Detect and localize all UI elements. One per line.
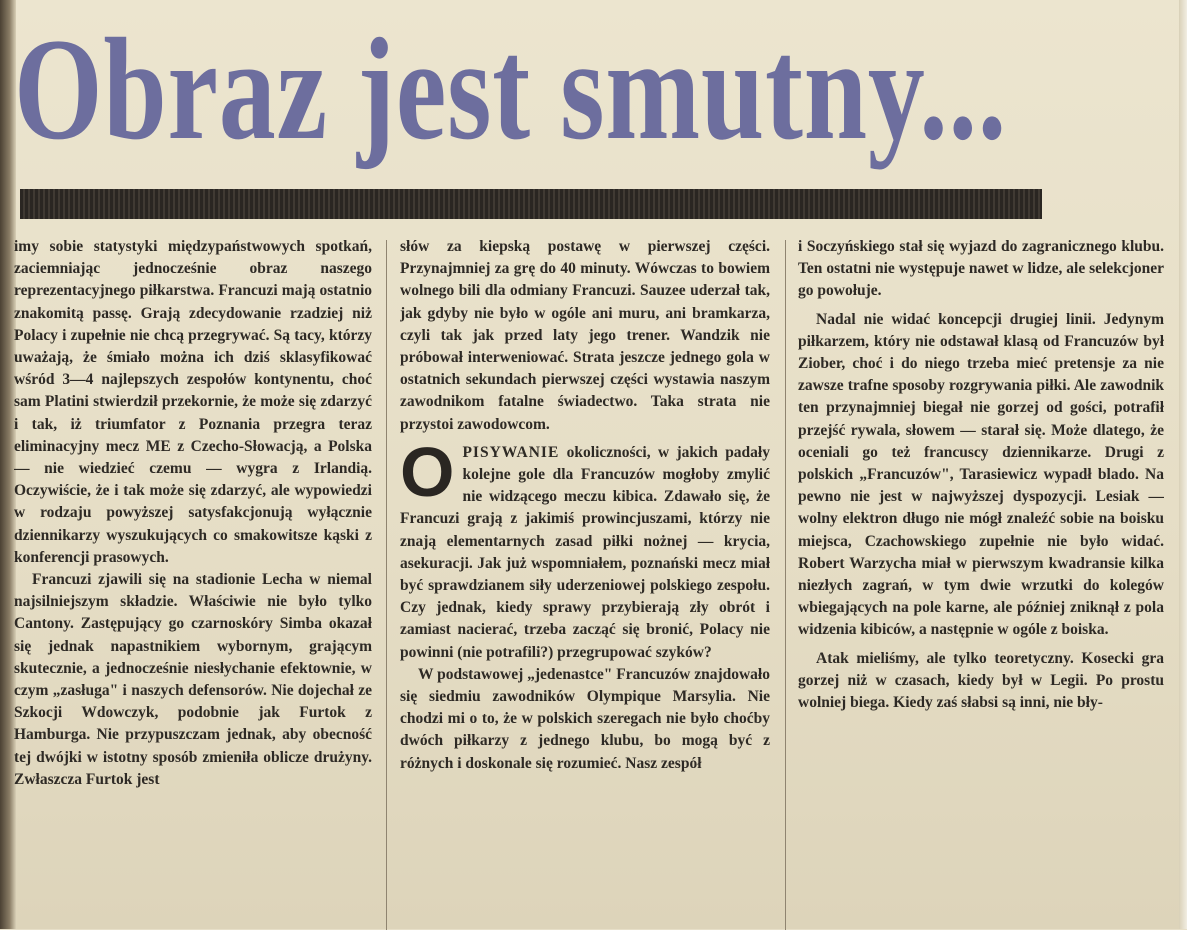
article-column-3 xyxy=(798,236,1164,926)
paragraph-text: okoliczności, w jakich padały kolejne gole dla Francuzów mogłoby zmylić nie widzącego meczu kibica. Zdawało się, że Francuzi grają z jakimiś prowincjuszami, którzy nie znają elementarnych zasad piłki nożnej — krycia, asekuracji. Jak już wspomniałem, poznański mecz miał być sprawdzianem siły uderzeniowej polskiego zespołu. Czy jednak, kiedy sprawy przybierają zły obrót i zamiast nacierać, trzeba zacząć się bronić, Polacy nie powinni (nie potrafili?) przegrupować szyków? xyxy=(400,443,770,661)
paragraph: Atak mieliśmy, ale tylko teoretyczny. Kosecki gra gorzej niż w czasach, kiedy był w Legii. Po prostu wolniej biega. Kiedy zaś słabsi są inni, nie bły- xyxy=(798,649,1164,712)
paragraph-with-dropcap xyxy=(400,432,770,664)
paragraph: i Soczyńskiego stał się wyjazd do zagranicznego klubu. Ten ostatni nie występuje nawet w lidze, ale selekcjoner go powołuje. xyxy=(798,238,1164,300)
column-rule xyxy=(386,240,387,930)
paragraph: Nadal nie widać koncepcji drugiej linii. Jedynym piłkarzem, który nie odstawał klasą od Francuzów był Ziober, choć i do niego trzeba mieć pretensje za nie zawsze trafne sposoby rozgrywania piłki. Ale zawodnik ten przynajmniej biegał nie gorzej od gości, potrafił przejść rywala, słowem — starał się. Może dlatego, że oceniali go też francuscy dziennikarze. Drugi z polskich „Francuzów", Tarasiewicz wypadł blado. Na pewno nie jest w najwyższej dyspozycji. Lesiak — wolny elektron długo nie mógł znaleźć sobie na boisku miejsca, Czachowskiego zupełnie nie było widać. Robert Warzycha miał w pierwszym kwadransie kilka niezłych zagrań, w tym dwie wrzutki do kolegów wbiegających na pole karne, ale później zniknął z pola widzenia kibiców, a następnie w ogóle z boiska. xyxy=(798,310,1164,639)
article-column-2 xyxy=(400,236,770,926)
page-edge xyxy=(1179,0,1187,929)
paragraph: Francuzi zjawili się na stadionie Lecha w niemal najsilniejszym składzie. Właściwie nie było tylko Cantony. Zastępujący go czarnoskóry Simba okazał się jednak napastnikiem wybornym, grającym skutecznie, a jednocześnie niesłychanie efektownie, w czym „zasługa" i naszych defensorów. Nie dojechał ze Szkocji Wdowczyk, podobnie jak Furtok z Hamburga. Nie przypuszczam jednak, aby obecność tej dwójki w istotny sposób zmieniła oblicze drużyny. Zwłaszcza Furtok jest xyxy=(14,571,372,788)
drop-cap: O xyxy=(400,432,455,511)
paragraph: imy sobie statystyki międzypaństwowych spotkań, zaciemniając jednocześnie obraz naszego reprezentacyjnego piłkarstwa. Francuzi mają ostatnio znakomitą passę. Grają zdecydowanie rzadziej niż Polacy i zupełnie nie chcą przegrywać. Są tacy, którzy uważają, że śmiało można ich dziś sklasyfikować wśród 3—4 najlepszych zespołów kontynentu, choć sam Platini stwierdził przekornie, że może się zdarzyć i tak, iż triumfator z Poznania przegra teraz eliminacyjny mecz ME z Czecho-Słowacją, a Polska — nie wiedzieć czemu — wygra z Irlandią. Oczywiście, że i tak może się zdarzyć, ale wypowiedzi w rodzaju powyższej satysfakcjonują wyłącznie dziennikarzy wyszukujących co smakowitsze kąski z konferencji prasowych. xyxy=(14,238,372,566)
lead-word: PISYWANIE xyxy=(462,443,560,461)
headline-divider-bar xyxy=(20,189,1042,219)
paragraph: W podstawowej „jedenastce" Francuzów znajdowało się siedmiu zawodników Olympique Marsylia. Nie chodzi mi o to, że w polskich szeregach nie było choćby dwóch piłkarzy z jednego klubu, bo mogą być z różnych i doskonale się rozumieć. Nasz zespół xyxy=(400,665,770,772)
paragraph: słów za kiepską postawę w pierwszej części. Przynajmniej za grę do 40 minuty. Wówczas to bowiem wolnego bili dla odmiany Francuzi. Sauzee uderzał tak, jak gdyby nie było w ogóle ani muru, ani bramkarza, czyli tak jak przed laty jego trener. Wandzik nie próbował interweniować. Strata jeszcze jednego gola w ostatnich sekundach pierwszej części wystawia naszym zawodnikom fatalne świadectwo. Taka strata nie przystoi zawodowcom. xyxy=(400,238,770,433)
headline: Obraz jest smutny... xyxy=(14,8,1008,170)
article-column-1 xyxy=(14,236,372,926)
column-rule xyxy=(785,240,786,930)
